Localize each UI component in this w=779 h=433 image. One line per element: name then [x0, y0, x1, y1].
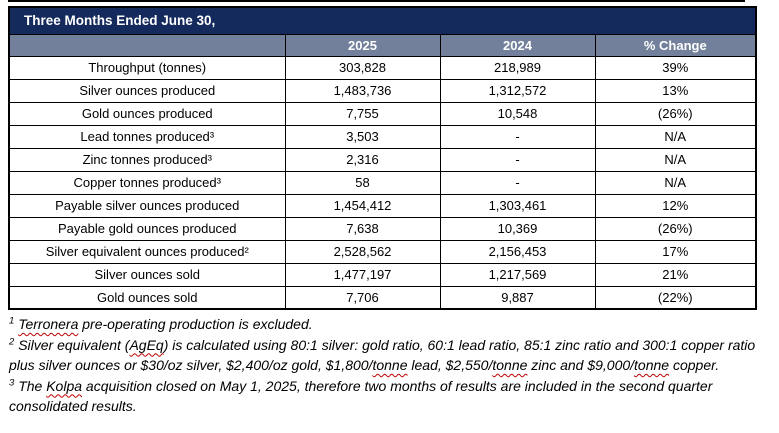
row-label: Silver ounces produced: [9, 79, 285, 102]
footnote-marker: 3: [9, 376, 15, 388]
footnote-text-segment: lead, $2,550/: [407, 357, 493, 373]
value-2024: 218,989: [440, 56, 595, 79]
footnote-text-segment: ) is calculated using 80:1 silver: gold ratio, 60:1 lead ratio, 85:1 zinc ratio and 300:1 copper ratio plus silver ounces or $30/oz silver, $2,400/oz gold, $1,800/: [9, 336, 756, 373]
value-percent-change: (26%): [595, 217, 756, 240]
footnote: [9, 335, 757, 376]
footnote-text-segment: Silver equivalent (: [18, 336, 130, 353]
footnote-misspelled-word: tonne: [634, 357, 670, 373]
column-header-2025: 2025: [285, 34, 440, 56]
value-percent-change: N/A: [595, 125, 756, 148]
value-2025: 58: [285, 171, 440, 194]
value-2024: 10,548: [440, 102, 595, 125]
row-label: Gold ounces produced: [9, 102, 285, 125]
table-row: [9, 194, 756, 217]
value-percent-change: 12%: [595, 194, 756, 217]
column-header-2024: 2024: [440, 34, 595, 56]
column-header-metric: [9, 34, 285, 56]
footnote-marker: 2: [9, 335, 15, 347]
value-2025: 1,477,197: [285, 263, 440, 286]
value-2025: 7,755: [285, 102, 440, 125]
footnote-text-segment: pre-operating production is excluded.: [78, 316, 313, 332]
table-column-header-row: [9, 34, 756, 56]
table-row: [9, 125, 756, 148]
value-2025: 3,503: [285, 125, 440, 148]
value-2024: -: [440, 171, 595, 194]
table-title: Three Months Ended June 30,: [9, 7, 756, 34]
footnote-text-segment: The: [18, 377, 47, 394]
value-2025: 1,483,736: [285, 79, 440, 102]
row-label: Copper tonnes produced³: [9, 171, 285, 194]
table-row: [9, 148, 756, 171]
footnote-text-segment: copper.: [669, 357, 720, 373]
value-2024: -: [440, 148, 595, 171]
row-label: Zinc tonnes produced³: [9, 148, 285, 171]
value-percent-change: 17%: [595, 240, 756, 263]
row-label: Lead tonnes produced³: [9, 125, 285, 148]
table-body: [9, 56, 756, 309]
value-2025: 303,828: [285, 56, 440, 79]
footnote: [9, 376, 757, 417]
footnote: [9, 314, 757, 335]
footnote-text-segment: zinc and $9,000/: [527, 357, 635, 373]
table-row: [9, 217, 756, 240]
value-percent-change: 13%: [595, 79, 756, 102]
value-2024: 1,217,569: [440, 263, 595, 286]
footnote-misspelled-word: AgEq: [129, 336, 164, 353]
value-2025: 7,706: [285, 286, 440, 309]
footnote-misspelled-word: Kolpa: [46, 377, 83, 394]
value-percent-change: N/A: [595, 171, 756, 194]
value-percent-change: 39%: [595, 56, 756, 79]
table-row: [9, 286, 756, 309]
value-2024: 1,312,572: [440, 79, 595, 102]
footnote-text-segment: acquisition closed on May 1, 2025, therefore two months of results are included in the second quarter consolidated results.: [9, 377, 713, 414]
value-2024: 2,156,453: [440, 240, 595, 263]
row-label: Silver ounces sold: [9, 263, 285, 286]
row-label: Payable silver ounces produced: [9, 194, 285, 217]
row-label: Payable gold ounces produced: [9, 217, 285, 240]
production-results-table: [8, 6, 757, 310]
value-2025: 2,528,562: [285, 240, 440, 263]
row-label: Throughput (tonnes): [9, 56, 285, 79]
table-row: [9, 79, 756, 102]
value-2025: 2,316: [285, 148, 440, 171]
value-percent-change: 21%: [595, 263, 756, 286]
footnote-misspelled-word: tonne: [492, 357, 528, 373]
footnote-misspelled-word: tonne: [372, 357, 408, 373]
table-row: [9, 102, 756, 125]
value-2024: 9,887: [440, 286, 595, 309]
table-row: [9, 56, 756, 79]
value-2024: 1,303,461: [440, 194, 595, 217]
top-divider-line: [8, 0, 745, 2]
row-label: Gold ounces sold: [9, 286, 285, 309]
table-row: [9, 171, 756, 194]
table-row: [9, 240, 756, 263]
column-header-percent-change: % Change: [595, 34, 756, 56]
footnote-misspelled-word: Terronera: [18, 316, 79, 332]
value-2024: 10,369: [440, 217, 595, 240]
value-percent-change: (26%): [595, 102, 756, 125]
table-title-row: [9, 7, 756, 34]
value-2024: -: [440, 125, 595, 148]
footnotes: [9, 314, 757, 417]
value-percent-change: (22%): [595, 286, 756, 309]
value-percent-change: N/A: [595, 148, 756, 171]
value-2025: 7,638: [285, 217, 440, 240]
footnote-marker: 1: [9, 315, 15, 327]
value-2025: 1,454,412: [285, 194, 440, 217]
table-row: [9, 263, 756, 286]
row-label: Silver equivalent ounces produced²: [9, 240, 285, 263]
